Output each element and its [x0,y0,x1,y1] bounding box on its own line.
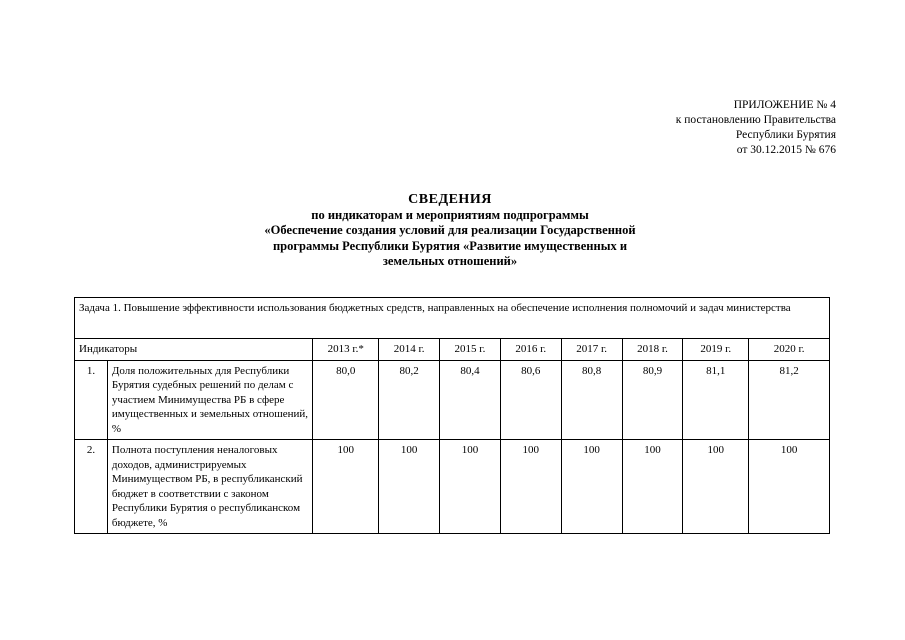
indicator-value: 100 [622,440,683,534]
title-line-2: по индикаторам и мероприятиям подпрограммы [311,207,589,222]
indicator-value: 100 [500,440,561,534]
indicator-value: 80,0 [313,360,379,440]
row-number: 1. [75,360,108,440]
indicator-value: 80,8 [561,360,622,440]
appendix-basis: к постановлению Правительства [675,114,836,126]
title-main: СВЕДЕНИЯ [408,192,492,207]
indicator-value: 100 [683,440,749,534]
indicator-value: 80,6 [500,360,561,440]
indicator-value: 80,9 [622,360,683,440]
document-title [160,192,740,270]
title-line-5: земельных отношений» [382,254,518,268]
year-header: 2015 г. [440,339,501,361]
year-header: 2018 г. [622,339,683,361]
year-header: 2016 г. [500,339,561,361]
appendix-date: от 30.12.2015 № 676 [736,144,836,156]
year-header: 2017 г. [561,339,622,361]
indicator-value: 100 [379,440,440,534]
task-row [75,298,830,339]
indicator-value: 81,1 [683,360,749,440]
indicator-value: 80,2 [379,360,440,440]
indicator-value: 100 [313,440,379,534]
indicator-value: 100 [561,440,622,534]
table-row [75,360,830,440]
year-header: 2020 г. [749,339,830,361]
indicator-value: 80,4 [440,360,501,440]
year-header: 2013 г.* [313,339,379,361]
indicator-value: 100 [440,440,501,534]
year-header: 2014 г. [379,339,440,361]
indicators-header: Индикаторы [75,339,313,361]
appendix-authority: Республики Бурятия [735,129,836,141]
table-row [75,440,830,534]
indicator-value: 100 [749,440,830,534]
title-line-4: программы Республики Бурятия «Развитие имущественных и [272,238,628,253]
indicators-table [74,297,830,534]
appendix-number: ПРИЛОЖЕНИЕ № 4 [733,99,836,111]
indicator-description: Полнота поступления неналоговых доходов, администрируемых Минимуществом РБ, в республиканский бюджет в соответствии с законом Республики Бурятия о республиканском бюджете, % [107,440,312,534]
document-header [636,98,836,158]
indicator-value: 81,2 [749,360,830,440]
row-number: 2. [75,440,108,534]
year-header: 2019 г. [683,339,749,361]
task-description: Задача 1. Повышение эффективности использования бюджетных средств, направленных на обеспечение исполнения полномочий и задач министерства [75,298,830,339]
indicator-description: Доля положительных для Республики Бурятия судебных решений по делам с участием Минимущества РБ в сфере имущественных и земельных отношений, % [107,360,312,440]
header-row [75,339,830,361]
title-line-3: «Обеспечение создания условий для реализации Государственной [264,223,636,237]
